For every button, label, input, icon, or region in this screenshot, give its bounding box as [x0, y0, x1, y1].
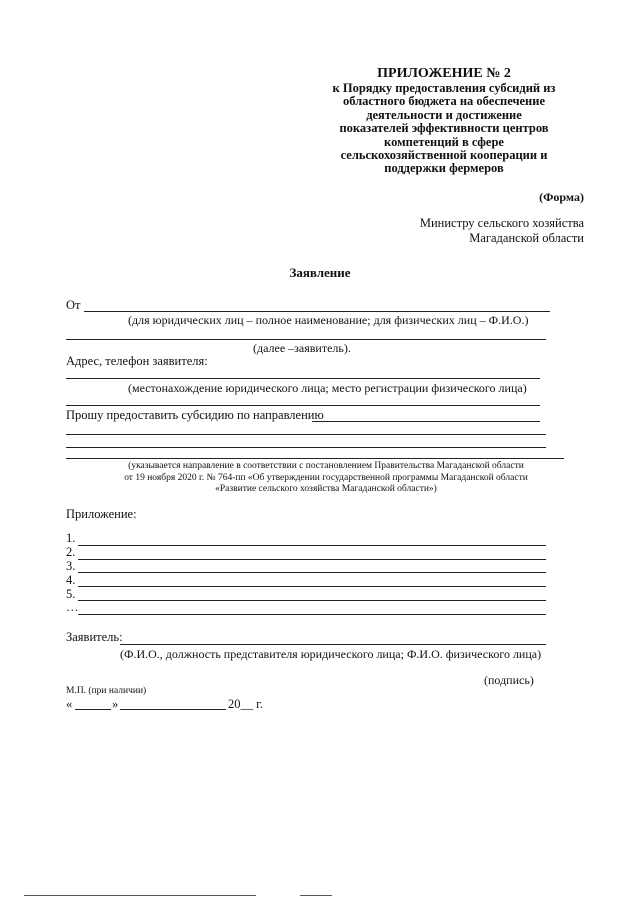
from-input-line[interactable]	[84, 311, 550, 312]
appendix-subtitle-line: к Порядку предоставления субсидий из	[332, 81, 556, 95]
attachment-input-line[interactable]	[78, 614, 546, 615]
attachment-input-line[interactable]	[78, 600, 546, 601]
request-note	[86, 461, 566, 496]
date-open-quote: «	[66, 697, 73, 711]
addressee	[420, 216, 584, 246]
appendix-title: ПРИЛОЖЕНИЕ № 2	[377, 66, 511, 81]
appendix-subtitle-line: областного бюджета на обеспечение	[342, 94, 545, 109]
addressee-line: Магаданской области	[469, 231, 584, 245]
request-note-line: (указывается направление в соответствии с постановлением Правительства Магаданской области	[128, 461, 524, 471]
request-input-line-2[interactable]	[66, 434, 546, 435]
date-year: 20__ г.	[228, 697, 263, 711]
signature-caption: (подпись)	[484, 673, 534, 687]
date-month-line[interactable]	[120, 709, 226, 710]
document-title: Заявление	[289, 265, 351, 280]
request-input-line-3[interactable]	[66, 447, 546, 448]
request-input-line[interactable]	[312, 421, 540, 422]
address-caption: (местонахождение юридического лица; место регистрации физического лица)	[128, 381, 527, 395]
request-label: Прошу предоставить субсидию по направлению	[66, 408, 324, 422]
request-note-line: от 19 ноября 2020 г. № 764-пп «Об утверждении государственной программы Магаданской области	[124, 472, 528, 483]
appendix-header	[300, 66, 588, 176]
request-input-line-4[interactable]	[66, 458, 564, 459]
attachment-number: …	[66, 600, 79, 614]
applicant-caption: (Ф.И.О., должность представителя юридического лица; Ф.И.О. физического лица)	[120, 647, 542, 661]
address-input-line-2[interactable]	[66, 405, 540, 406]
attachment-number: 2.	[66, 545, 76, 559]
address-label: Адрес, телефон заявителя:	[66, 354, 208, 368]
from-caption: (для юридических лиц – полное наименование; для физических лиц – Ф.И.О.)	[128, 313, 529, 327]
attachment-number: 5.	[66, 587, 76, 601]
attachment-number: 4.	[66, 573, 76, 587]
appendix-subtitle-line: деятельности и достижение	[366, 107, 522, 122]
attachments-label: Приложение:	[66, 507, 137, 521]
appendix-subtitle-line: компетенций в сфере	[384, 134, 504, 149]
footer-rule-short	[300, 895, 332, 896]
request-note-line: «Развитие сельского хозяйства Магаданской области»)	[215, 484, 437, 494]
attachment-input-line[interactable]	[78, 559, 546, 560]
date-day-line[interactable]	[75, 709, 111, 710]
stamp-note: М.П. (при наличии)	[66, 686, 147, 696]
hereinafter-note: (далее –заявитель).	[253, 341, 351, 355]
appendix-subtitle-line: сельскохозяйственной кооперации и	[340, 148, 548, 163]
attachment-input-line[interactable]	[78, 545, 546, 546]
attachment-input-line[interactable]	[78, 572, 546, 573]
address-input-line[interactable]	[66, 378, 540, 379]
from-label: От	[66, 298, 81, 312]
applicant-input-line[interactable]	[120, 644, 546, 645]
applicant-label: Заявитель:	[66, 630, 123, 644]
addressee-line: Министру сельского хозяйства	[419, 216, 584, 230]
form-note: (Форма)	[539, 190, 584, 204]
from-input-line-2[interactable]	[66, 339, 546, 340]
attachment-input-line[interactable]	[78, 586, 546, 587]
date-close-quote: »	[112, 697, 119, 711]
appendix-subtitle-line: показателей эффективности центров	[339, 121, 549, 136]
footer-rule	[24, 895, 256, 896]
attachment-number: 3.	[66, 559, 76, 573]
attachment-number: 1.	[66, 531, 76, 545]
appendix-subtitle-line: поддержки фермеров	[384, 161, 504, 176]
